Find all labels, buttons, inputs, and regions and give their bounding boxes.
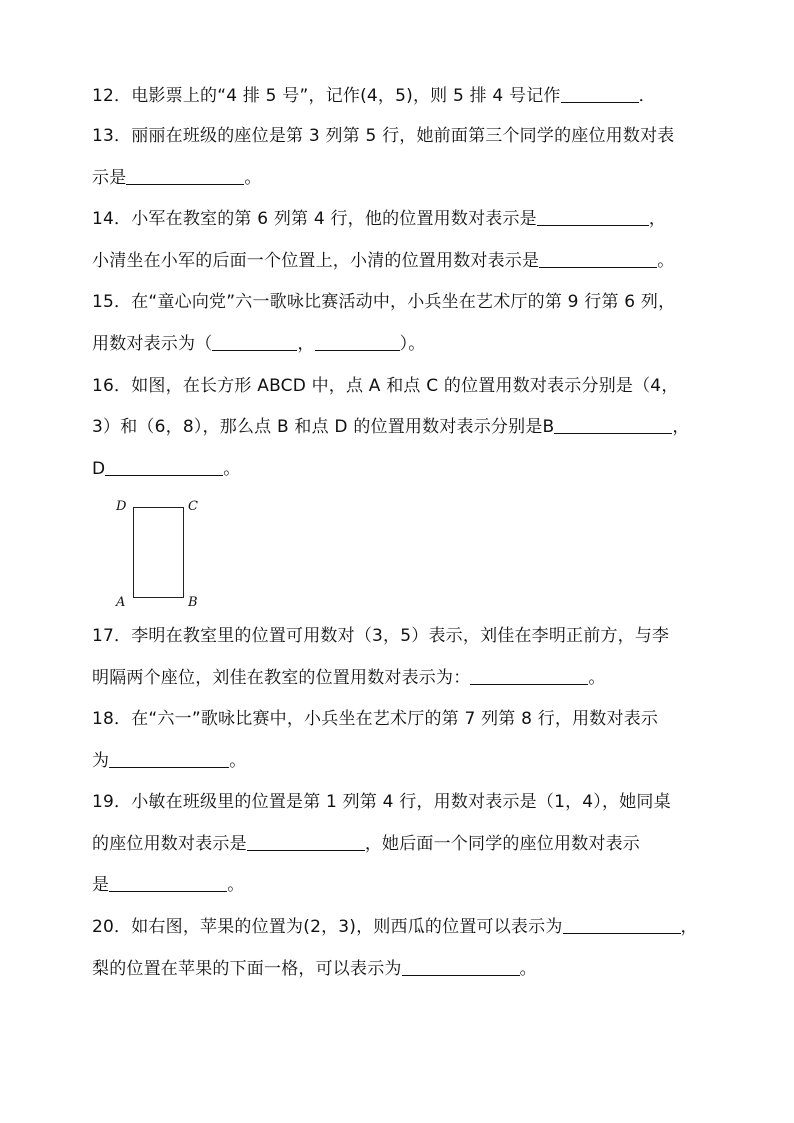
question-15-line-2 [92, 331, 712, 357]
question-16-text-3: D [92, 459, 106, 479]
answer-blank-19a [247, 832, 365, 851]
question-16-line-2 [92, 414, 712, 440]
question-15-tail: ）。 [399, 334, 426, 354]
question-16-text-2: 3）和（6，8），那么点 B 和点 D 的位置用数对表示分别是B [92, 417, 555, 437]
question-17-tail: 。 [588, 668, 606, 688]
question-12-tail: ． [638, 86, 656, 106]
answer-blank-16d [105, 457, 223, 476]
question-19-line-2 [92, 831, 712, 857]
question-13-line-1 [92, 123, 712, 149]
question-12-text: 12．电影票上的“4 排 5 号”，记作(4，5)，则 5 排 4 号记作 [92, 86, 561, 106]
question-19-tail: 。 [227, 875, 245, 895]
question-13-line-2 [92, 165, 712, 191]
question-19-line-3 [92, 872, 712, 898]
vertex-label-d: D [116, 499, 127, 514]
question-17-text-2: 明隔两个座位，刘佳在教室的位置用数对表示为： [92, 668, 471, 688]
question-16-comma: ， [672, 417, 690, 437]
question-19-text-3: ，她后面一个同学的座位用数对表示 [364, 834, 641, 854]
answer-blank-17 [470, 666, 588, 685]
answer-blank-13 [126, 166, 244, 185]
answer-blank-18 [109, 749, 229, 768]
question-15-text: 15．在“童心向党”六一歌咏比赛活动中，小兵坐在艺术厅的第 9 行第 6 列， [92, 292, 676, 312]
question-14-text: 14．小军在教室的第 6 列第 4 行，他的位置用数对表示是 [92, 209, 537, 229]
vertex-label-b: B [188, 595, 198, 610]
answer-blank-20b [402, 957, 520, 976]
question-20-text: 20．如右图，苹果的位置为(2，3)，则西瓜的位置可以表示为 [92, 917, 563, 937]
answer-blank-15b [315, 332, 400, 351]
answer-blank-12 [561, 84, 639, 103]
question-19-text-4: 是 [92, 875, 110, 895]
question-16-tail: 。 [223, 459, 241, 479]
question-16-text: 16．如图，在长方形 ABCD 中，点 A 和点 C 的位置用数对表示分别是（4， [92, 376, 679, 396]
answer-blank-14b [539, 249, 657, 268]
rectangle-shape [133, 507, 184, 598]
answer-blank-20a [563, 915, 681, 934]
question-15-text-2: 用数对表示为（ [92, 334, 213, 354]
question-18-line-1 [92, 706, 712, 732]
question-20-tail: 。 [519, 959, 537, 979]
answer-blank-19b [109, 873, 227, 892]
answer-blank-15a [212, 332, 297, 351]
question-19-text-2: 的座位用数对表示是 [92, 834, 247, 854]
question-14-line-2 [92, 248, 712, 274]
question-15-comma: ， [297, 334, 315, 354]
question-13-text-2: 示是 [92, 168, 127, 188]
question-19-line-1 [92, 789, 712, 815]
vertex-label-a: A [116, 595, 126, 610]
question-15-line-1 [92, 289, 712, 315]
question-17-line-2 [92, 665, 712, 691]
vertex-label-c: C [188, 499, 198, 514]
question-13-text: 13．丽丽在班级的座位是第 3 列第 5 行，她前面第三个同学的座位用数对表 [92, 126, 675, 146]
question-13-tail: 。 [244, 168, 262, 188]
question-14-text-2: 小清坐在小军的后面一个位置上，小清的位置用数对表示是 [92, 251, 540, 271]
question-16-line-1 [92, 373, 712, 399]
question-20-line-2 [92, 956, 712, 982]
question-12-line-1 [92, 83, 712, 109]
answer-blank-16b [554, 415, 672, 434]
question-20-comma: ， [680, 917, 698, 937]
question-18-tail: 。 [229, 751, 247, 771]
question-18-text-2: 为 [92, 751, 110, 771]
answer-blank-14a [537, 207, 649, 226]
rectangle-abcd-figure [112, 496, 212, 614]
question-16-line-3 [92, 456, 712, 482]
question-19-text: 19．小敏在班级里的位置是第 1 列第 4 行，用数对表示是（1，4），她同桌 [92, 792, 671, 812]
question-17-line-1 [92, 623, 712, 649]
question-20-line-1 [92, 914, 712, 940]
question-14-tail: 。 [657, 251, 675, 271]
question-20-text-2: 梨的位置在苹果的下面一格，可以表示为 [92, 959, 402, 979]
question-18-line-2 [92, 748, 712, 774]
question-17-text: 17．李明在教室里的位置可用数对（3，5）表示，刘佳在李明正前方，与李 [92, 626, 670, 646]
question-14-comma: ， [648, 209, 667, 229]
question-18-text: 18．在“六一”歌咏比赛中，小兵坐在艺术厅的第 7 列第 8 行，用数对表示 [92, 709, 659, 729]
question-14-line-1 [92, 206, 712, 232]
